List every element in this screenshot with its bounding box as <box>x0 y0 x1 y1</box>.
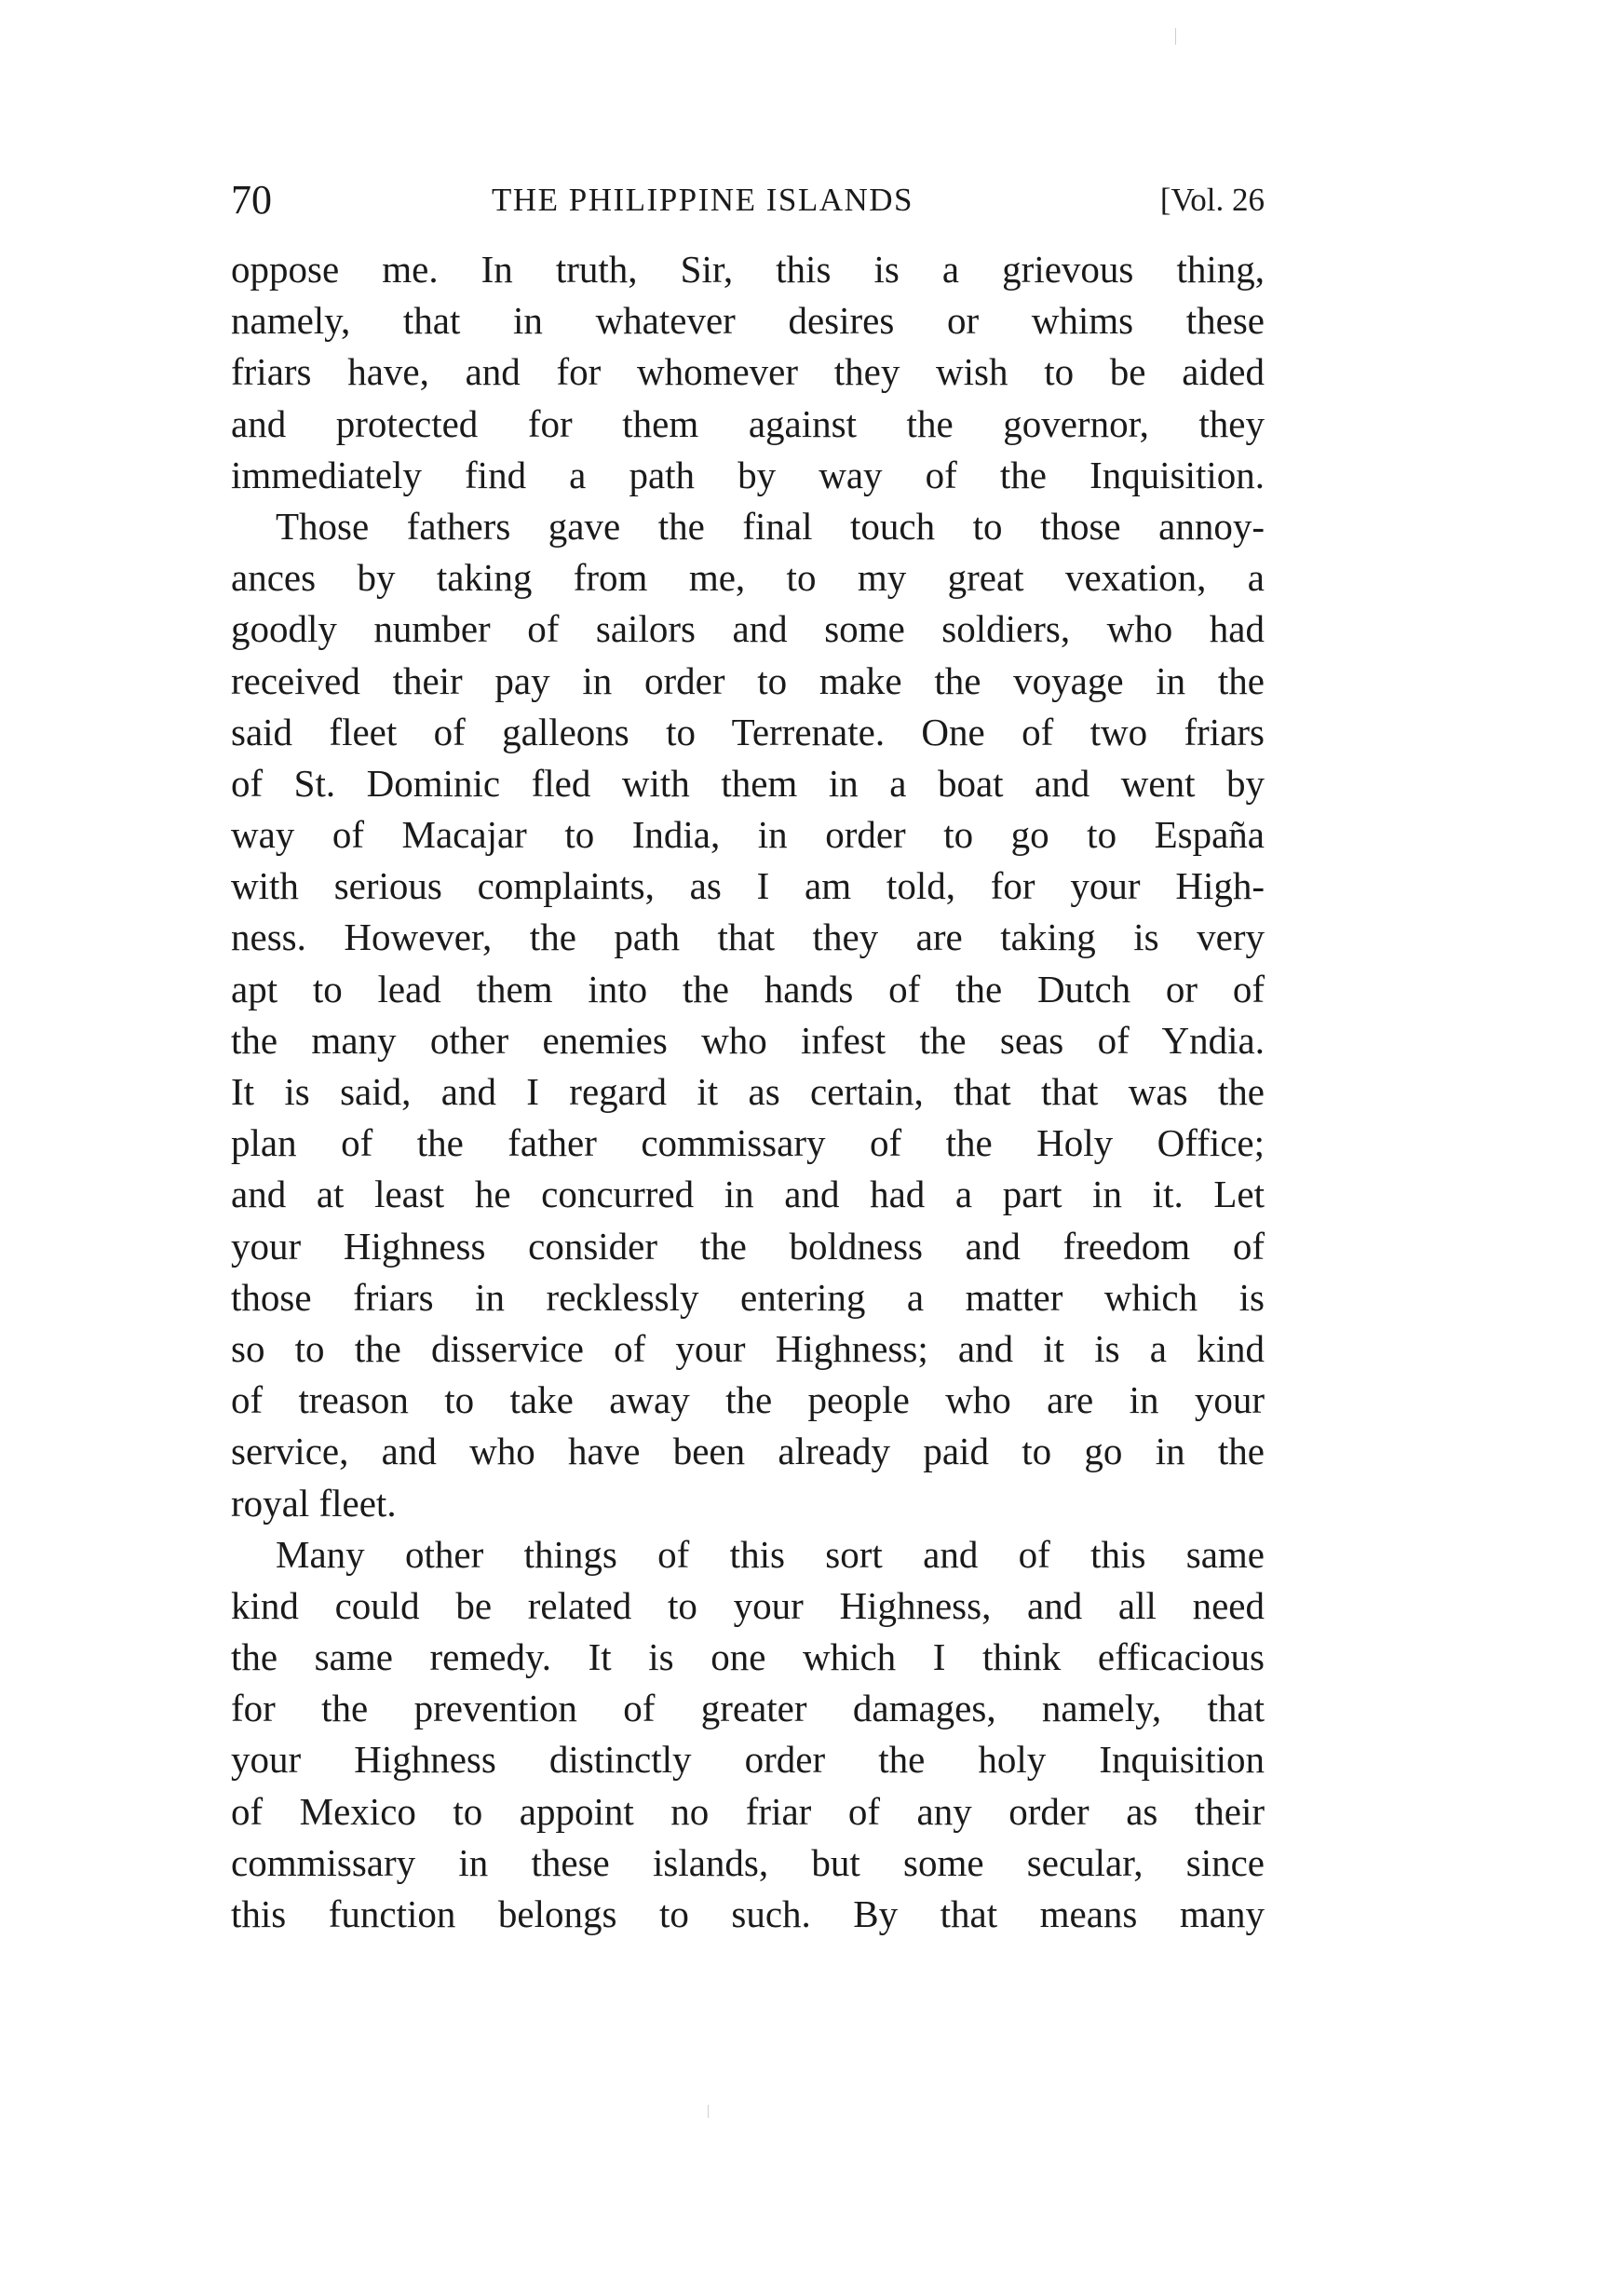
body-text <box>231 244 1265 1940</box>
text-line: the same remedy. It is one which I think efficacious <box>231 1635 1265 1679</box>
text-line: your Highness consider the boldness and freedom of <box>231 1224 1265 1268</box>
text-line: for the prevention of greater damages, namely, that <box>231 1687 1265 1730</box>
text-line: Many other things of this sort and of this same <box>276 1532 1265 1576</box>
text-line: commissary in these islands, but some secular, since <box>231 1840 1265 1884</box>
text-line: It is said, and I regard it as certain, that that was the <box>231 1070 1265 1113</box>
text-line: and protected for them against the governor, they <box>231 401 1265 445</box>
text-line: Those fathers gave the final touch to those annoy- <box>276 504 1265 548</box>
text-line: said fleet of galleons to Terrenate. One of two friars <box>231 710 1265 753</box>
text-line: of treason to take away the people who are in your <box>231 1378 1265 1422</box>
text-line: and at least he concurred in and had a part in it. Let <box>231 1173 1265 1216</box>
text-line: kind could be related to your Highness, and all need <box>231 1583 1265 1627</box>
text-line: ances by taking from me, to my great vexation, a <box>231 556 1265 600</box>
running-head <box>231 177 1265 224</box>
text-line: of Mexico to appoint no friar of any order as their <box>231 1789 1265 1833</box>
volume-label: [Vol. 26 <box>1159 182 1265 218</box>
text-line: this function belongs to such. By that means many <box>231 1892 1265 1935</box>
text-line: so to the disservice of your Highness; and it is a kind <box>231 1326 1265 1370</box>
text-line: received their pay in order to make the voyage in the <box>231 658 1265 702</box>
page-number: 70 <box>231 177 272 223</box>
scan-speck <box>1175 28 1176 45</box>
text-line: service, and who have been already paid to go in the <box>231 1430 1265 1473</box>
text-line: your Highness distinctly order the holy Inquisition <box>231 1738 1265 1782</box>
text-line: ness. However, the path that they are taking is very <box>231 915 1265 959</box>
text-line: immediately find a path by way of the Inquisition. <box>231 453 1265 496</box>
text-line: of St. Dominic fled with them in a boat and went by <box>231 761 1265 805</box>
text-line: those friars in recklessly entering a matter which is <box>231 1275 1265 1319</box>
text-line: the many other enemies who infest the seas of Yndia. <box>231 1018 1265 1062</box>
text-line: goodly number of sailors and some soldiers, who had <box>231 607 1265 651</box>
text-line: plan of the father commissary of the Holy Office; <box>231 1121 1265 1165</box>
text-line: friars have, and for whomever they wish to be aided <box>231 350 1265 394</box>
text-line: apt to lead them into the hands of the Dutch or of <box>231 967 1265 1010</box>
running-title: THE PHILIPPINE ISLANDS <box>492 182 914 218</box>
text-line: with serious complaints, as I am told, for your High- <box>231 864 1265 908</box>
text-line: royal fleet. <box>231 1481 397 1525</box>
scan-speck <box>708 2105 709 2118</box>
text-line: oppose me. In truth, Sir, this is a grievous thing, <box>231 248 1265 291</box>
text-line: namely, that in whatever desires or whims these <box>231 299 1265 343</box>
text-line: way of Macajar to India, in order to go to España <box>231 813 1265 857</box>
